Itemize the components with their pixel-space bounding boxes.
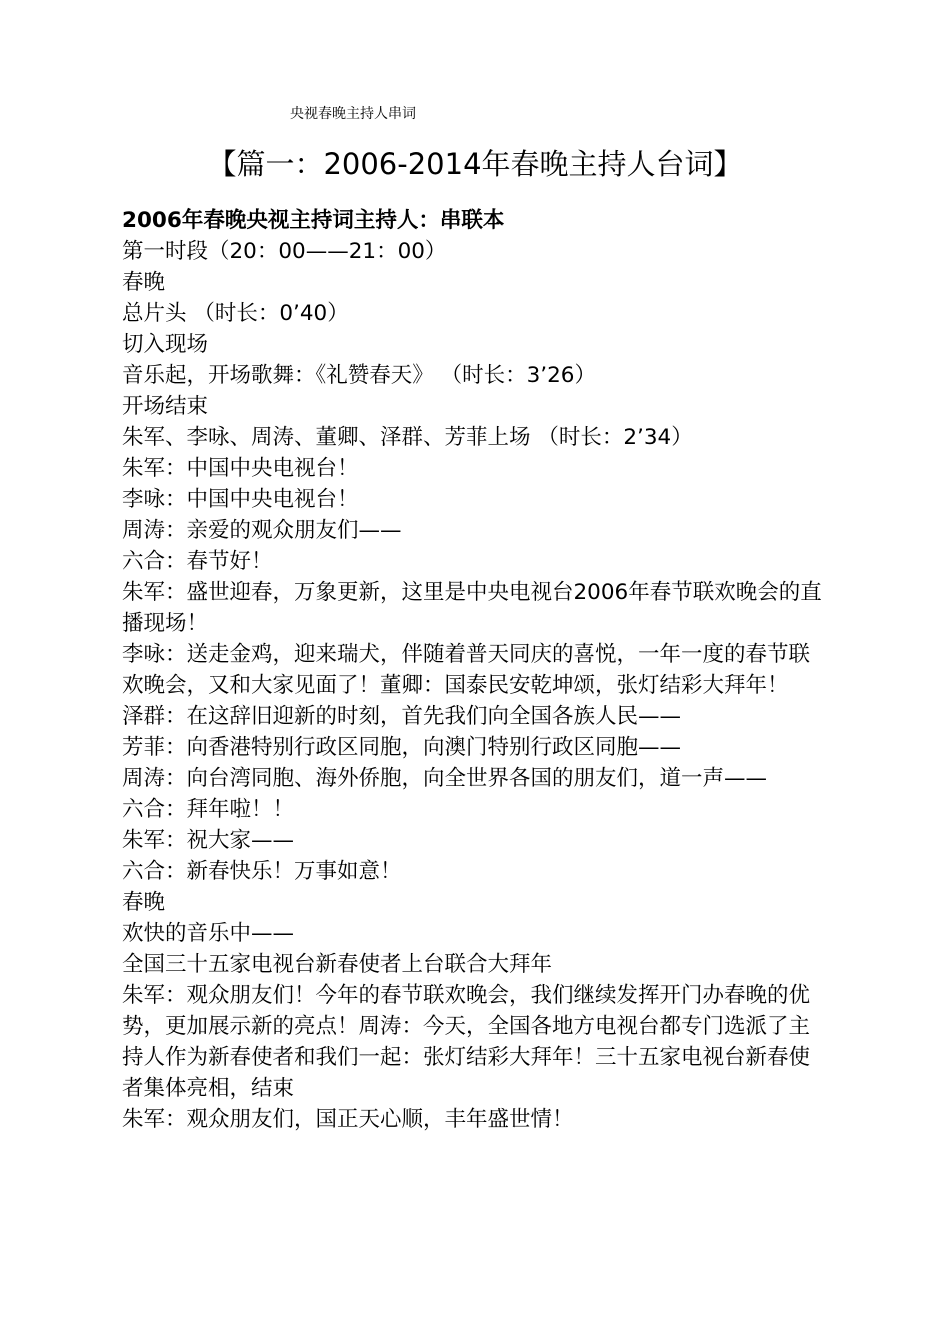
body-line: 六合：春节好！ [122,549,273,574]
body-line: 2006年春晚央视主持词主持人：串联本 [122,208,505,233]
body-line: 切入现场 [122,332,209,357]
document-body [116,205,826,1135]
body-line: 春晚 [122,890,166,915]
body-line: 欢快的音乐中—— [122,921,295,946]
header-note: 央视春晚主持人串词 [290,106,416,122]
body-line: 周涛：亲爱的观众朋友们—— [122,518,402,543]
body-line: 全国三十五家电视台新春使者上台联合大拜年 [122,952,553,977]
body-line: 六合：拜年啦！！ [122,797,295,822]
body-line: 朱军：祝大家—— [122,828,295,853]
body-line: 泽群：在这辞旧迎新的时刻，首先我们向全国各族人民—— [122,704,682,729]
body-line: 朱军：盛世迎春，万象更新，这里是中央电视台2006年春节联欢晚会的直播现场！ [122,580,822,636]
body-line: 李咏：送走金鸡，迎来瑞犬，伴随着普天同庆的喜悦，一年一度的春节联欢晚会，又和大家见面了！董卿：国泰民安乾坤颂，张灯结彩大拜年！ [122,642,811,698]
body-line: 周涛：向台湾同胞、海外侨胞，向全世界各国的朋友们，道一声—— [122,766,768,791]
body-line: 总片头 （时长：0’40） [122,301,349,326]
body-line: 朱军：中国中央电视台！ [122,456,359,481]
body-line: 朱军：观众朋友们！今年的春节联欢晚会，我们继续发挥开门办春晚的优势，更加展示新的亮点！周涛：今天，全国各地方电视台都专门选派了主持人作为新春使者和我们一起：张灯结彩大拜年！三十五家电视台新春使者集体亮相，结束 [122,983,811,1101]
body-line: 朱军：观众朋友们，国正天心顺，丰年盛世情！ [122,1107,574,1132]
document-title: 【篇一：2006-2014年春晚主持人台词】 [207,147,743,181]
body-line: 第一时段（20：00——21：00） [122,239,447,264]
body-line: 音乐起，开场歌舞：《礼赞春天》 （时长：3’26） [122,363,596,388]
body-line: 六合：新春快乐！万事如意！ [122,859,402,884]
body-line: 朱军、李咏、周涛、董卿、泽群、芳菲上场 （时长：2’34） [122,425,693,450]
body-line: 开场结束 [122,394,209,419]
body-line: 芳菲：向香港特别行政区同胞，向澳门特别行政区同胞—— [122,735,682,760]
body-line: 春晚 [122,270,166,295]
body-line: 李咏：中国中央电视台！ [122,487,359,512]
